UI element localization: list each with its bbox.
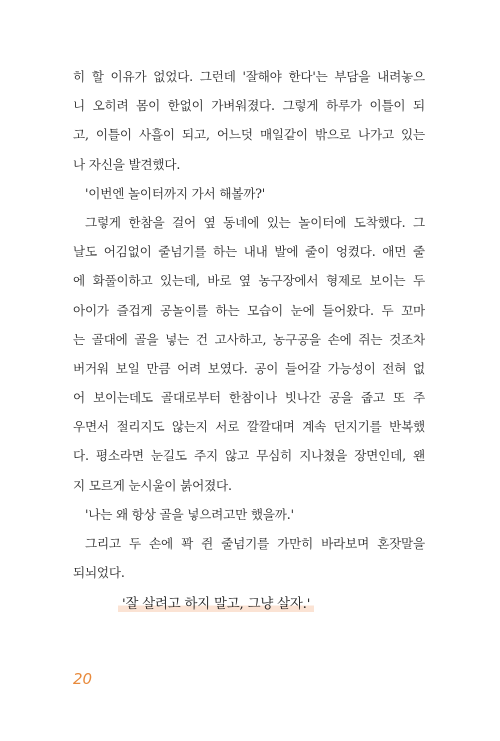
highlighted-quote <box>118 592 314 618</box>
text-line: 버거워 보일 만큼 어려 보였다. 공이 들어갈 가능성이 전혀 없 <box>73 360 425 376</box>
text-line: 아이가 즐겁게 공놀이를 하는 모습이 눈에 들어왔다. 두 꼬마 <box>73 302 425 318</box>
text-line: 어 보이는데도 골대로부터 한참이나 빗나간 공을 줍고 또 주 <box>73 390 425 406</box>
page-number: 20 <box>73 670 93 688</box>
text-line: 니 오히려 몸이 한없이 가벼워졌다. 그렇게 하루가 이틀이 되 <box>73 98 425 114</box>
text-line: '나는 왜 항상 골을 넣으려고만 했을까.' <box>85 506 294 522</box>
text-line: 에 화풀이하고 있는데, 바로 옆 농구장에서 형제로 보이는 두 <box>73 273 425 289</box>
text-line: 그렇게 한참을 걸어 옆 동네에 있는 놀이터에 도착했다. 그 <box>85 214 425 230</box>
text-line: 그리고 두 손에 꽉 쥔 줄넘기를 가만히 바라보며 혼잣말을 <box>85 536 425 551</box>
text-line: 다. 평소라면 눈길도 주지 않고 무심히 지나쳤을 장면인데, 왠 <box>73 448 425 464</box>
text-line: '이번엔 놀이터까지 가서 해볼까?' <box>85 185 266 201</box>
text-line: 되뇌었다. <box>73 565 125 581</box>
text-line: 는 골대에 골을 넣는 건 고사하고, 농구공을 손에 쥐는 것조차 <box>73 331 425 347</box>
text-line: 히 할 이유가 없었다. 그런데 '잘해야 한다'는 부담을 내려놓으 <box>73 69 425 84</box>
quote-text: '잘 살려고 하지 말고, 그냥 살자.' <box>118 597 314 612</box>
text-line: 지 모르게 눈시울이 붉어졌다. <box>73 477 232 493</box>
body-text <box>73 62 425 587</box>
text-line: 고, 이틀이 사흘이 되고, 어느덧 매일같이 밖으로 나가고 있는 <box>73 127 425 143</box>
text-line: 날도 어김없이 줄넘기를 하는 내내 발에 줄이 엉켰다. 애먼 줄 <box>73 244 425 260</box>
text-line: 나 자신을 발견했다. <box>73 156 181 172</box>
text-line: 우면서 절리지도 않는지 서로 깔깔대며 계속 던지기를 반복했 <box>73 419 425 435</box>
